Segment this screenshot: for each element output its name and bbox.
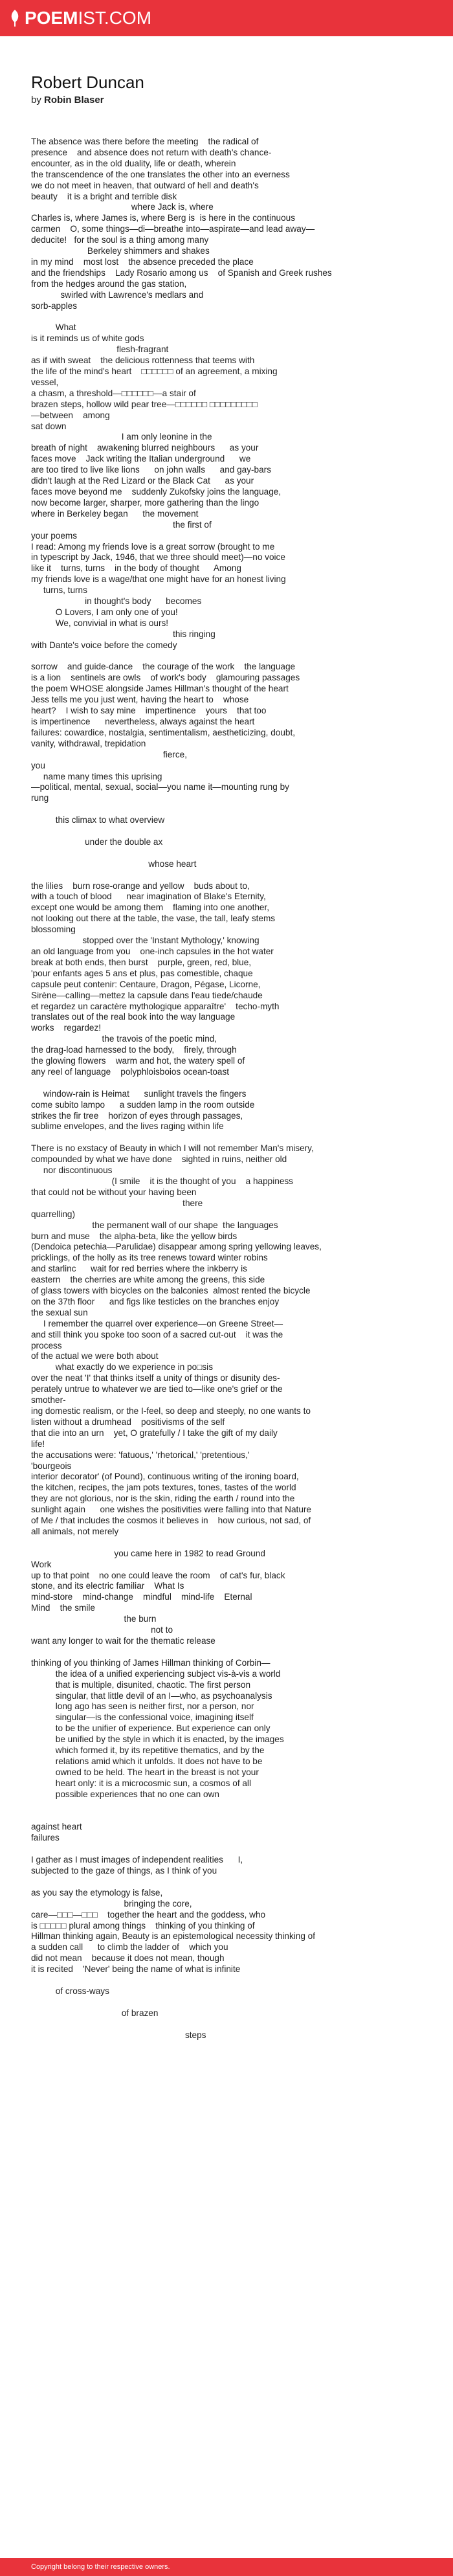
poem-line: brazen steps, hollow wild pear tree—□□□□□□ □□□□□□□□□ (31, 399, 258, 409)
poem-line: et regardez un caractère mythologique apparaître' techo-myth (31, 1001, 280, 1011)
poem-line: it is recited 'Never' being the name of what is infinite (31, 1964, 241, 1975)
poem-header (31, 73, 422, 106)
poem-line (31, 1647, 427, 1658)
poem-line: encounter, as in the old duality, life or death, wherein (31, 158, 236, 168)
poem-line: as if with sweat the delicious rottenness that teems with (31, 355, 255, 366)
poem-line: smother- (31, 1395, 66, 1406)
poem-line: Work (31, 1559, 52, 1569)
poem-line: eastern the cherries are white among the greens, this side (31, 1275, 265, 1285)
poem-line: the sexual sun (31, 1307, 88, 1317)
poem-line: Jess tells me you just went, having the heart to whose (31, 695, 249, 705)
poem-line: you came here in 1982 to read Ground (31, 1548, 265, 1558)
poem-line: are too tired to live like lions on john walls and gay-bars (31, 465, 271, 475)
copyright-text: Copyright belong to their respective owners. (31, 2563, 170, 2571)
poem-line: listen without a drumhead positivisms of the self (31, 1417, 225, 1427)
poem-line: we do not meet in heaven, that outward of hell and death's (31, 180, 259, 190)
poem-line: this climax to what overview (31, 815, 165, 825)
poem-line: What (31, 322, 76, 333)
poem-line: heart? I wish to say mine impertinence yours that too (31, 706, 267, 716)
poem-line: the poem WHOSE alongside James Hillman's thought of the heart (31, 684, 289, 694)
poem-line (31, 870, 427, 881)
poem-line: against heart (31, 1822, 82, 1832)
poem-line: of Me / that includes the cosmos it believes in how curious, not sad, of (31, 1516, 311, 1526)
poem-line: rung (31, 793, 49, 803)
poem-line: pricklings, of the holly as its tree renews toward winter robins (31, 1253, 268, 1263)
poem-line: I gather as I must images of independent realities I, (31, 1855, 243, 1865)
poem-line (31, 312, 427, 323)
poem-line (31, 1132, 427, 1143)
footer-bar (0, 2558, 453, 2576)
poem-line (31, 804, 427, 815)
poem-line: swirled with Lawrence's medlars and (31, 289, 204, 300)
poem-line: in thought's body becomes (31, 596, 202, 607)
poem-line: except one would be among them flaming into one another, (31, 902, 270, 913)
poem-line: of brazen (31, 2008, 159, 2018)
poem-line: of the actual we were both about (31, 1351, 159, 1361)
poem-line: thinking of you thinking of James Hillman thinking of Corbin— (31, 1657, 271, 1668)
poem-line: a sudden call to climb the ladder of which you (31, 1942, 228, 1953)
poem-line: the life of the mind's heart □□□□□□ of an agreement, a mixing (31, 366, 278, 377)
poem-line: not looking out there at the table, the vase, the tall, leafy stems (31, 913, 276, 924)
poem-line: the kitchen, recipes, the jam pots textures, tones, tastes of the world (31, 1483, 296, 1493)
poem-line: didn't laugh at the Red Lizard or the Black Cat as your (31, 476, 254, 486)
poem-line: name many times this uprising (31, 771, 162, 781)
poem-line (31, 826, 427, 837)
poem-line: of cross-ways (31, 1986, 109, 1996)
poem-line: —political, mental, sexual, social—you name it—mounting rung by (31, 782, 289, 792)
poem-line: singular, that little devil of an I—who, as psychoanalysis (31, 1690, 272, 1701)
poem-line: burn and muse the alpha-beta, like the yellow birds (31, 1231, 238, 1241)
poem-line: I read: Among my friends love is a great sorrow (brought to me (31, 541, 275, 552)
byline (31, 95, 422, 106)
poem-line: failures: cowardice, nostalgia, sentimentalism, aestheticizing, doubt, (31, 727, 296, 737)
poem-line: There is no exstacy of Beauty in which I will not remember Man's misery, (31, 1143, 314, 1154)
poem-line: turns, turns (31, 585, 87, 596)
poem-line: compounded by what we have done sighted in ruins, neither old (31, 1154, 287, 1165)
poem-line: sat down (31, 421, 67, 431)
poem-line: your poems (31, 530, 78, 541)
poem-line: whose heart (31, 858, 197, 869)
poem-line: mind-store mind-change mindful mind-life Eternal (31, 1592, 252, 1602)
poem-line: stone, and its electric familiar What Is (31, 1581, 184, 1591)
poem-line: quarrelling) (31, 1209, 76, 1219)
poem-line: that die into an urn yet, O gratefully / I take the gift of my daily (31, 1428, 278, 1438)
poem-line: life! (31, 1439, 45, 1449)
poem-line: now become larger, sharper, more gathering than the lingo (31, 497, 260, 508)
poem-line: Charles is, where James is, where Berg is is here in the continuous (31, 213, 295, 223)
poem-line (31, 1800, 427, 1811)
poem-line (31, 1975, 427, 1986)
poem-line: the glowing flowers warm and hot, the watery spell of (31, 1056, 245, 1066)
poem-line: on the 37th floor and figs like testicles on the branches enjoy (31, 1296, 280, 1306)
poem-line: fierce, (31, 749, 187, 759)
poem-line: blossoming (31, 924, 76, 935)
poem-line: as you say the etymology is false, (31, 1887, 163, 1898)
poem-title: Robert Duncan (31, 73, 144, 92)
poem-line: sunlight again one wishes the positivities were falling into that Nature (31, 1505, 311, 1515)
poem-line: with Dante's voice before the comedy (31, 640, 177, 650)
poem-line: stopped over the 'Instant Mythology,' knowing (31, 935, 260, 946)
poem-line: you (31, 760, 45, 770)
poem-line: with a touch of blood near imagination of Blake's Eternity, (31, 891, 266, 902)
poem-line: heart only: it is a microcosmic sun, a cosmos of all (31, 1778, 251, 1788)
poem-line: 'bourgeois (31, 1461, 72, 1471)
poem-line: a chasm, a threshold—□□□□□□—a stair of (31, 388, 196, 398)
poem-line: to be the unifier of experience. But experience can only (31, 1723, 271, 1734)
poem-line: the permanent wall of our shape the languages (31, 1220, 278, 1230)
poem-line: where in Berkeley began the movement (31, 508, 199, 519)
poem-line: the first of (31, 519, 212, 530)
poem-line: capsule peut contenir: Centaure, Dragon, Pégase, Licorne, (31, 979, 261, 989)
poem-line: up to that point no one could leave the room of cat's fur, black (31, 1570, 285, 1580)
poem-line: my friends love is a wage/that one might have for an honest living (31, 574, 286, 585)
poem-line (31, 2019, 427, 2030)
poem-line: they are not glorious, nor is the skin, riding the earth / round into the (31, 1494, 295, 1504)
poem-line: faces move beyond me suddenly Zukofsky joins the language, (31, 486, 282, 497)
poem-line (31, 1844, 427, 1855)
poem-line: what exactly do we experience in po□sis (31, 1362, 213, 1372)
poem-line: did not mean because it does not mean, though (31, 1953, 225, 1964)
poem-line: singular—is the confessional voice, imagining itself (31, 1712, 254, 1723)
poem-line: an old language from you one-inch capsules in the hot water (31, 946, 274, 956)
poem-line: the idea of a unified experiencing subject vis-à-vis a world (31, 1668, 281, 1679)
poem-line: I am only leonine in the (31, 432, 212, 442)
poem-line: O Lovers, I am only one of you! (31, 607, 178, 617)
poem-line: —between among (31, 410, 110, 420)
poem-line: sorb-apples (31, 300, 78, 311)
poem-line: We, convivial in what is ours! (31, 618, 169, 628)
brand-light: IST.COM (78, 8, 152, 28)
poem-line: subjected to the gaze of things, as I think of you (31, 1865, 217, 1876)
poem-line: like it turns, turns in the body of thought Among (31, 563, 241, 574)
poem-line: possible experiences that no one can own (31, 1789, 219, 1799)
poem-line (31, 1877, 427, 1888)
poem-line: steps (31, 2030, 206, 2040)
poem-line: be unified by the style in which it is enacted, by the images (31, 1734, 284, 1745)
poem-line (31, 1811, 427, 1822)
poem-line: relations amid which it unfolds. It does not have to be (31, 1756, 263, 1766)
poem-line (31, 1997, 427, 2008)
poem-line: is □□□□□ plural among things thinking of you thinking of (31, 1920, 255, 1931)
poem-line: 'pour enfants ages 5 ans et plus, pas comestible, chaque (31, 968, 253, 978)
poem-line: is impertinence nevertheless, always against the heart (31, 717, 255, 726)
poem-line: nor discontinuous (31, 1165, 113, 1176)
poem-line: interior decorator' (of Pound), continuous writing of the ironing board, (31, 1472, 299, 1482)
poem-line: process (31, 1340, 62, 1350)
site-logo[interactable] (9, 9, 151, 27)
poem-line: that could not be without your having been (31, 1187, 197, 1197)
poem-line: sublime envelopes, and the lives raging within life (31, 1121, 224, 1132)
poem-line: and the friendships Lady Rosario among us of Spanish and Greek rushes (31, 267, 332, 278)
author-link[interactable]: Robin Blaser (44, 95, 104, 106)
poem-line: the lilies burn rose-orange and yellow buds about to, (31, 880, 250, 891)
poem-line: deducite! for the soul is a thing among many (31, 235, 209, 245)
poem-line: breath of night awakening blurred neighbours as your (31, 443, 259, 453)
poem-line: care—□□□—□□□ together the heart and the goddess, who (31, 1909, 266, 1920)
poem-line (31, 651, 427, 662)
poem-line (31, 1078, 427, 1089)
poem-line: this ringing (31, 629, 215, 639)
poem-line: long ago has seen is neither first, nor a person, nor (31, 1701, 254, 1712)
top-bar (0, 0, 453, 36)
brand-bold: POEM (25, 8, 78, 28)
poem-line: flesh-fragrant (31, 344, 169, 355)
poem-line: vanity, withdrawal, trepidation (31, 738, 146, 748)
poem-line: Mind the smile (31, 1603, 95, 1613)
poem-line: the transcendence of the one translates the other into an everness (31, 169, 290, 179)
poem-line: that is multiple, disunited, chaotic. The first person (31, 1679, 251, 1690)
poem-body (31, 137, 427, 2041)
poem-line: there (31, 1198, 203, 1208)
poem-line: window-rain is Heimat sunlight travels the fingers (31, 1088, 247, 1099)
poem-line: of glass towers with bicycles on the balconies almost rented the bicycle (31, 1286, 311, 1296)
poem-line: Sirène—calling—mettez la capsule dans l'eau tiede/chaude (31, 990, 263, 1000)
poem-line: not to (31, 1625, 173, 1635)
poem-line: Hillman thinking again, Beauty is an epistemological necessity thinking of (31, 1931, 316, 1942)
poem-line: owned to be held. The heart in the breast is not your (31, 1767, 259, 1777)
poem-line: beauty it is a bright and terrible disk (31, 191, 177, 201)
poem-line: translates out of the real book into the way language (31, 1012, 236, 1022)
poem-line: bringing the core, (31, 1898, 192, 1909)
by-label: by (31, 95, 41, 106)
poem-line: the burn (31, 1614, 157, 1624)
poem-line: strikes the fir tree horizon of eyes through passages, (31, 1110, 243, 1121)
poem-line: come subito lampo a sudden lamp in the room outside (31, 1099, 255, 1110)
poem-line: break at both ends, then burst purple, green, red, blue, (31, 957, 252, 967)
poem-line: all animals, not merely (31, 1526, 119, 1536)
poem-line (31, 848, 427, 859)
poem-line: sorrow and guide-dance the courage of the work the language (31, 662, 296, 672)
poem-line: works regardez! (31, 1023, 102, 1033)
poem-line: the accusations were: 'fatuous,' 'rhetorical,' 'pretentious,' (31, 1450, 250, 1460)
poem-line: over the neat 'I' that thinks itself a unity of things or disunity des- (31, 1373, 280, 1383)
quill-icon (9, 10, 21, 27)
poem-line: is a lion sentinels are owls of work's body glamouring passages (31, 673, 300, 683)
poem-line (31, 1538, 427, 1549)
poem-line: in my mind most lost the absence preceded the place (31, 256, 254, 267)
poem-line: in typescript by Jack, 1946, that we three should meet)—no voice (31, 552, 285, 563)
poem-line: Berkeley shimmers and shakes (31, 246, 210, 256)
site-brand (25, 9, 151, 27)
poem-line: where Jack is, where (31, 202, 214, 212)
poem-line: from the hedges around the gas station, (31, 278, 187, 289)
poem-line: and still think you spoke too soon of a sacred cut-out it was the (31, 1329, 283, 1339)
poem-line: ing domestic realism, or the I-feel, so deep and steeply, no one wants to (31, 1406, 311, 1416)
poem-line: is it reminds us of white gods (31, 333, 144, 344)
poem-line: and starlinc wait for red berries where the inkberry is (31, 1264, 247, 1274)
poem-line: the travois of the poetic mind, (31, 1034, 217, 1044)
poem-line: vessel, (31, 377, 59, 387)
poem-line: the drag-load harnessed to the body, firely, through (31, 1045, 237, 1055)
poem-line: carmen O, some things—di—breathe into—aspirate—and lead away— (31, 224, 315, 234)
poem-line: faces move Jack writing the Italian underground we (31, 454, 251, 464)
poem-line: presence and absence does not return with death's chance- (31, 147, 272, 157)
poem-line: which formed it, by its repetitive thematics, and by the (31, 1745, 265, 1756)
poem-line: (I smile it is the thought of you a happiness (31, 1176, 293, 1186)
poem-line: I remember the quarrel over experience—on Greene Street— (31, 1318, 283, 1328)
poem-line: failures (31, 1833, 60, 1843)
poem-line: The absence was there before the meeting the radical of (31, 137, 259, 146)
poem-line: perately untrue to whatever we are tied to—like one's grief or the (31, 1384, 283, 1394)
poem-line: under the double ax (31, 836, 163, 847)
poem-line: (Dendoica petechia—Parulidae) disappear among spring yellowing leaves, (31, 1242, 322, 1252)
poem-line: any reel of language polyphloisboios ocean-toast (31, 1066, 230, 1077)
poem-line: want any longer to wait for the thematic release (31, 1636, 215, 1646)
